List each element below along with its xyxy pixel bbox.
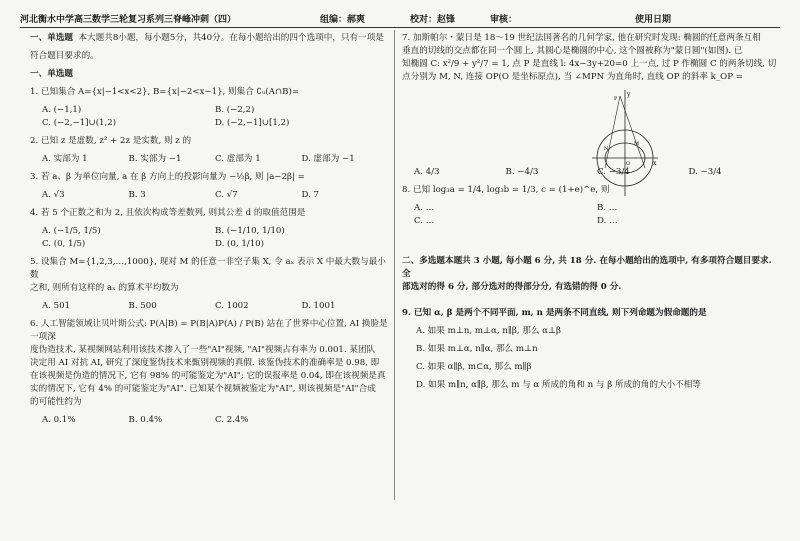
header-bar [20,10,780,26]
q5-option-a: A. 501 [42,301,71,311]
left-column [30,32,388,432]
q3-option-b: B. 3 [128,190,146,200]
exam-title: 河北衡水中学高三数学三轮复习系列三脊峰冲刺（四） [20,15,237,25]
q3-option-d: D. 7 [301,190,320,200]
y-label: y [627,91,631,98]
q2-option-d: D. 虚部为 −1 [301,154,355,164]
q3-option-c: C. √7 [215,190,238,200]
q9-option-d: D. 如果 m∥n, α∥β, 那么 m 与 α 所成的角和 n 与 β 所成的角的大小不相等 [416,380,701,390]
q8-options [414,202,780,228]
column-divider [394,30,395,500]
q1-option-d: D. (−2,−1]∪[1,2) [215,118,290,128]
q4-option-d: D. (0, 1/10) [215,239,264,249]
question-8: 8. 已知 log₃a = 1/4, log₃b = 1/3, c = (1+e)^e, 则 [402,185,610,195]
question-7-line4: 点分别为 M, N, 连接 OP(O 是坐标原点), 当 ∠MPN 为直角时, 直线 OP 的斜率 k_OP = [402,72,743,82]
question-1: 1. 已知集合 A={x|−1<x<2}, B={x|−2<x−1}, 则集合 ∁ᵤ(A∩B)= [30,87,300,97]
question-6-line3: 决定用 AI 对抗 AI, 研究了深度鉴伪技术来甄别视频的真假. 该鉴伪技术的准确率是 0.98, 即 [30,358,380,368]
q5-option-b: B. 500 [128,301,157,311]
section2-title: 二、多选题本题共 3 小题, 每小题 6 分, 共 18 分. 在每小题给出的选项中, 有多项符合题目要求. 全 [402,256,772,279]
section1-subtitle: 一、单选题 [30,69,73,79]
q8-option-c: C. … [414,216,435,226]
question-6-line6: 的可能性约为 [30,397,82,407]
q7-option-a: A. 4/3 [414,167,440,177]
q7-option-b: B. −4/3 [505,167,539,177]
q5-option-d: D. 1001 [301,301,336,311]
spacer [402,233,780,255]
q3-option-a: A. √3 [42,190,65,200]
point-m-label: M [634,141,640,147]
section1-desc: 本大题共8小题，每小题5分，共40分。在每小题给出的四个选项中，只有一项是 [78,33,384,43]
date-label: 使用日期 [635,15,672,25]
q3-options [42,189,388,202]
q7-option-d: D. −3/4 [688,167,722,177]
q4-option-a: A. (−1/5, 1/5) [42,226,101,236]
monge-circle-figure [590,88,660,198]
question-5-cont: 之和, 则所有这样的 aₓ 的算术平均数为 [30,283,179,293]
point-p-label: P [614,96,618,102]
q6-options [42,414,388,427]
x-label: x [653,160,657,167]
q8-option-b: B. … [597,203,618,213]
q9-option-b: B. 如果 m⊥α, n∥α, 那么 m⊥n [416,344,538,354]
question-6-line4: 在该视频是伪造的情况下, 它有 98% 的可能鉴定为"AI"; 它的误报率是 0.04, 即在该视频是真 [30,371,386,381]
header-rule [20,27,780,28]
question-6-line2: 度伪造技术, 某视频网站利用该技术掺入了一些"AI"视频, "AI"视频占有率为 0.001. 某团队 [30,345,376,355]
question-7: 7. 加斯帕尔・蒙日是 18～19 世纪法国著名的几何学家, 他在研究时发现: 椭圆的任意两条互相 [402,33,761,43]
section2-desc: 部选对的得 6 分, 部分选对的得部分分, 有选错的得 0 分. [402,282,622,292]
question-5: 5. 设集合 M={1,2,3,…,1000}, 现对 M 的任意一非空子集 X, 令 aₓ 表示 X 中最大数与最小数 [30,257,386,280]
q1-options [42,104,388,130]
proof-label: 校对：赵锋 [410,15,456,25]
q7-option-c: C. −3/4 [597,167,630,177]
q1-option-a: A. (−1,1) [42,105,82,115]
q4-option-c: C. (0, 1/5) [42,239,86,249]
question-4: 4. 若 5 个正数之和为 2, 且依次构成等差数列, 则其公差 d 的取值范围是 [30,208,306,218]
point-n-label: N [604,146,609,152]
q1-option-c: C. (−2,−1]∪(1,2) [42,118,117,128]
tangent-line-2 [605,96,620,168]
origin-label: O [626,161,631,167]
question-3: 3. 若 a、β 为单位向量, a 在 β 方向上的投影向量为 −½β, 则 |a−2β| = [30,172,305,182]
group-label: 组编：郝爽 [320,15,366,25]
q6-option-c: C. 2.4% [215,415,249,425]
q2-options [42,153,388,166]
review-label: 审核： [490,15,518,25]
q2-option-a: A. 实部为 1 [42,154,88,164]
q1-option-b: B. (−2,2) [215,105,255,115]
q8-option-a: A. … [414,203,435,213]
question-9: 9. 已知 α, β 是两个不同平面, m, n 是两条不同直线, 则下列命题为假命题的是 [402,308,707,318]
tangent-line-1 [620,96,645,168]
q4-option-b: B. (−1/10, 1/10) [215,226,285,236]
section1-desc2: 符合题目要求的。 [30,51,99,61]
question-2: 2. 已知 z 是虚数, z² + 2z 是实数, 则 z 的 [30,136,192,146]
q2-option-c: C. 虚部为 1 [215,154,261,164]
q8-option-d: D. … [597,216,618,226]
section1-title: 一、单选题 [30,33,73,43]
q9-option-a: A. 如果 m⊥n, m⊥α, n∥β, 那么 α⊥β [416,326,562,336]
q2-option-b: B. 实部为 −1 [128,154,182,164]
right-column [402,32,780,397]
q5-options [42,300,388,313]
q4-options [42,225,388,251]
q6-option-b: B. 0.4% [128,415,163,425]
q9-option-c: C. 如果 α∥β, m⊂α, 那么 m∥β [416,362,532,372]
question-6-line5: 实的情况下, 它有 4% 的可能鉴定为"AI". 已知某个视频被鉴定为"AI", 则该视频是"AI"合成 [30,384,376,394]
question-7-line2: 垂直的切线的交点都在同一个圆上, 其圆心是椭圆的中心, 这个圆被称为"蒙日圆"(如图). 已 [402,46,743,56]
q6-option-a: A. 0.1% [42,415,76,425]
question-7-line3: 知椭圆 C: x²/9 + y²/7 = 1, 点 P 是直线 l: 4x−3y+20=0 上一点, 过 P 作椭圆 C 的两条切线, 切 [402,59,777,69]
question-6: 6. 人工智能领域让贝叶斯公式: P(A|B) = P(B|A)P(A) / P(B) 站在了世界中心位置, AI 换脸是一项深 [30,319,388,342]
q5-option-c: C. 1002 [215,301,249,311]
